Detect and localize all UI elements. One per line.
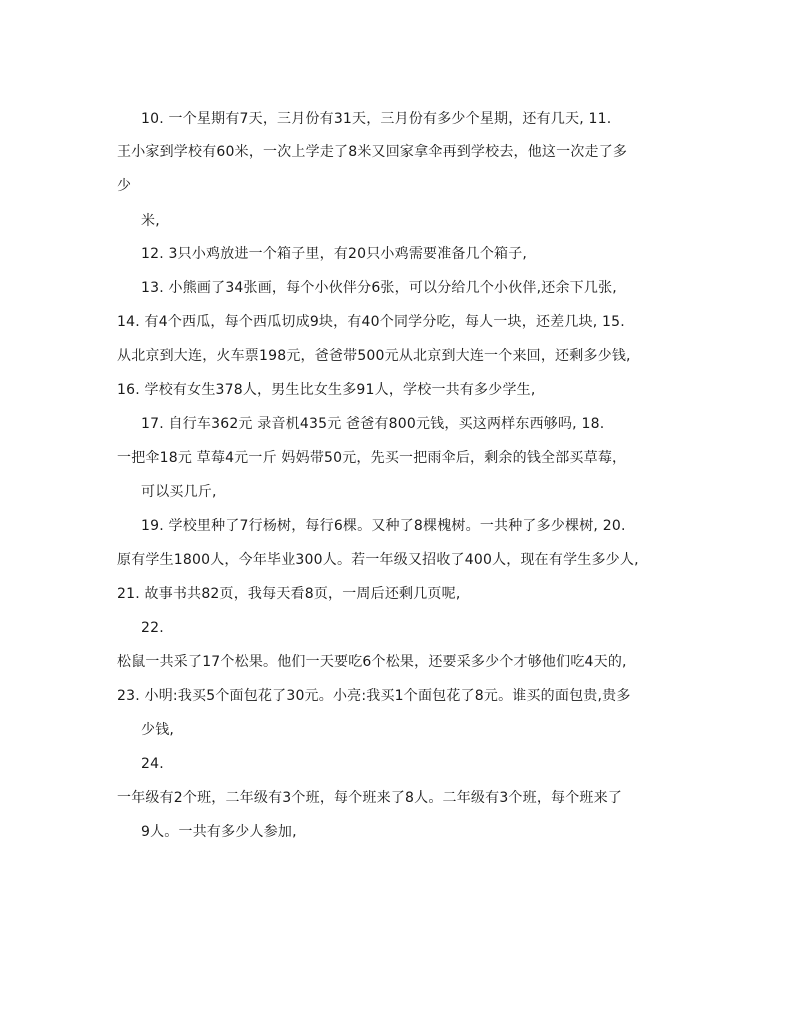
text-line: 从北京到大连，火车票198元，爸爸带500元从北京到大连一个来回，还剩多少钱,	[117, 348, 631, 364]
text-line: 原有学生1800人，今年毕业300人。若一年级又招收了400人，现在有学生多少人,	[117, 552, 639, 568]
text-line: 17. 自行车362元 录音机435元 爸爸有800元钱，买这两样东西够吗, 18.	[141, 416, 605, 432]
text-line: 10. 一个星期有7天，三月份有31天，三月份有多少个星期，还有几天, 11.	[141, 111, 612, 127]
text-line: 13. 小熊画了34张画，每个小伙伴分6张，可以分给几个小伙伴,还余下几张,	[141, 280, 617, 296]
text-line: 少钱,	[141, 722, 175, 738]
text-line: 14. 有4个西瓜，每个西瓜切成9块，有40个同学分吃，每人一块，还差几块, 15.	[117, 314, 625, 330]
text-line: 16. 学校有女生378人，男生比女生多91人，学校一共有多少学生,	[117, 382, 536, 398]
text-line: 王小家到学校有60米，一次上学走了8米又回家拿伞再到学校去，他这一次走了多	[117, 144, 628, 160]
text-line: 12. 3只小鸡放进一个箱子里，有20只小鸡需要准备几个箱子,	[141, 246, 528, 262]
text-line: 23. 小明:我买5个面包花了30元。小亮:我买1个面包花了8元。谁买的面包贵,贵多	[117, 688, 631, 704]
text-line: 少	[117, 178, 132, 194]
text-line: 米,	[141, 213, 160, 229]
text-line: 一年级有2个班，二年级有3个班，每个班来了8人。二年级有3个班，每个班来了	[117, 790, 623, 806]
text-line: 21. 故事书共82页，我每天看8页，一周后还剩几页呢,	[117, 586, 461, 602]
text-line: 松鼠一共采了17个松果。他们一天要吃6个松果，还要采多少个才够他们吃4天的,	[117, 654, 627, 670]
text-line: 22.	[141, 620, 164, 636]
text-line: 一把伞18元 草莓4元一斤 妈妈带50元，先买一把雨伞后，剩余的钱全部买草莓，	[117, 450, 627, 466]
text-line: 9人。一共有多少人参加,	[141, 824, 297, 840]
text-line: 可以买几斤,	[141, 484, 217, 500]
text-line: 19. 学校里种了7行杨树，每行6棵。又种了8棵槐树。一共种了多少棵树, 20.	[141, 518, 626, 534]
text-line: 24.	[141, 756, 164, 772]
